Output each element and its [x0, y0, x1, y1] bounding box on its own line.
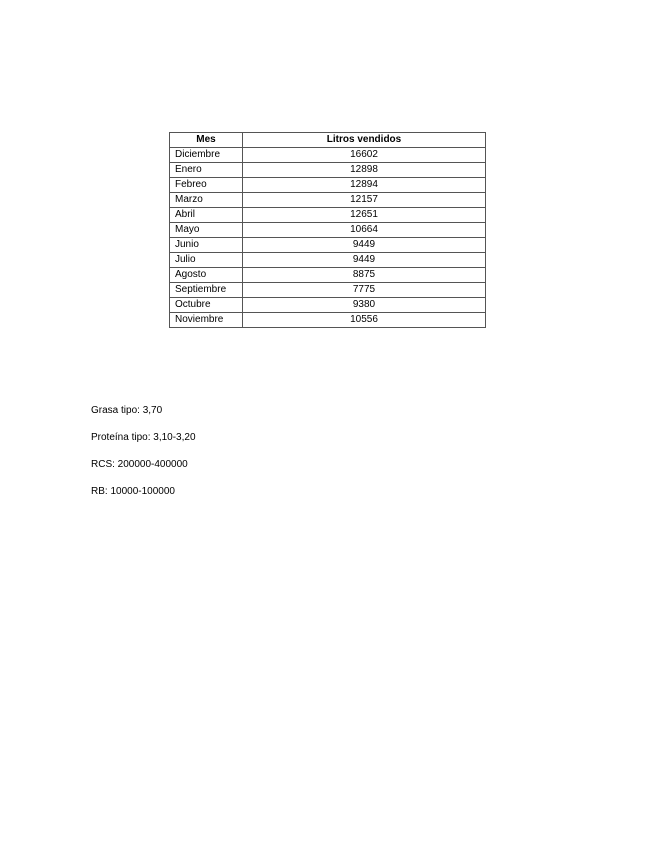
table-row [170, 283, 486, 298]
cell-litros: 12157 [243, 193, 486, 208]
note-grasa-tipo: Grasa tipo: 3,70 [91, 405, 163, 416]
cell-mes: Agosto [170, 268, 243, 283]
cell-litros: 12651 [243, 208, 486, 223]
table-header-row [170, 133, 486, 148]
header-mes: Mes [170, 133, 243, 148]
table-row [170, 163, 486, 178]
cell-litros: 12894 [243, 178, 486, 193]
cell-mes: Septiembre [170, 283, 243, 298]
cell-litros: 16602 [243, 148, 486, 163]
cell-litros: 7775 [243, 283, 486, 298]
cell-mes: Diciembre [170, 148, 243, 163]
table-row [170, 313, 486, 328]
notes-block [91, 404, 196, 512]
cell-mes: Noviembre [170, 313, 243, 328]
cell-mes: Febreo [170, 178, 243, 193]
table-row [170, 208, 486, 223]
cell-mes: Junio [170, 238, 243, 253]
cell-litros: 9449 [243, 238, 486, 253]
table-row [170, 238, 486, 253]
cell-mes: Marzo [170, 193, 243, 208]
table-row [170, 298, 486, 313]
cell-mes: Octubre [170, 298, 243, 313]
table-row [170, 223, 486, 238]
cell-litros: 10556 [243, 313, 486, 328]
cell-litros: 12898 [243, 163, 486, 178]
cell-litros: 8875 [243, 268, 486, 283]
table-row [170, 193, 486, 208]
table-row [170, 268, 486, 283]
note-proteina-tipo: Proteína tipo: 3,10-3,20 [91, 432, 196, 443]
header-litros-vendidos: Litros vendidos [243, 133, 486, 148]
sales-table [169, 132, 486, 328]
table-row [170, 253, 486, 268]
note-rb: RB: 10000-100000 [91, 486, 175, 497]
cell-litros: 9380 [243, 298, 486, 313]
cell-litros: 9449 [243, 253, 486, 268]
cell-mes: Abril [170, 208, 243, 223]
cell-mes: Mayo [170, 223, 243, 238]
cell-litros: 10664 [243, 223, 486, 238]
table-row [170, 178, 486, 193]
note-rcs: RCS: 200000-400000 [91, 459, 188, 470]
cell-mes: Julio [170, 253, 243, 268]
table-row [170, 148, 486, 163]
cell-mes: Enero [170, 163, 243, 178]
